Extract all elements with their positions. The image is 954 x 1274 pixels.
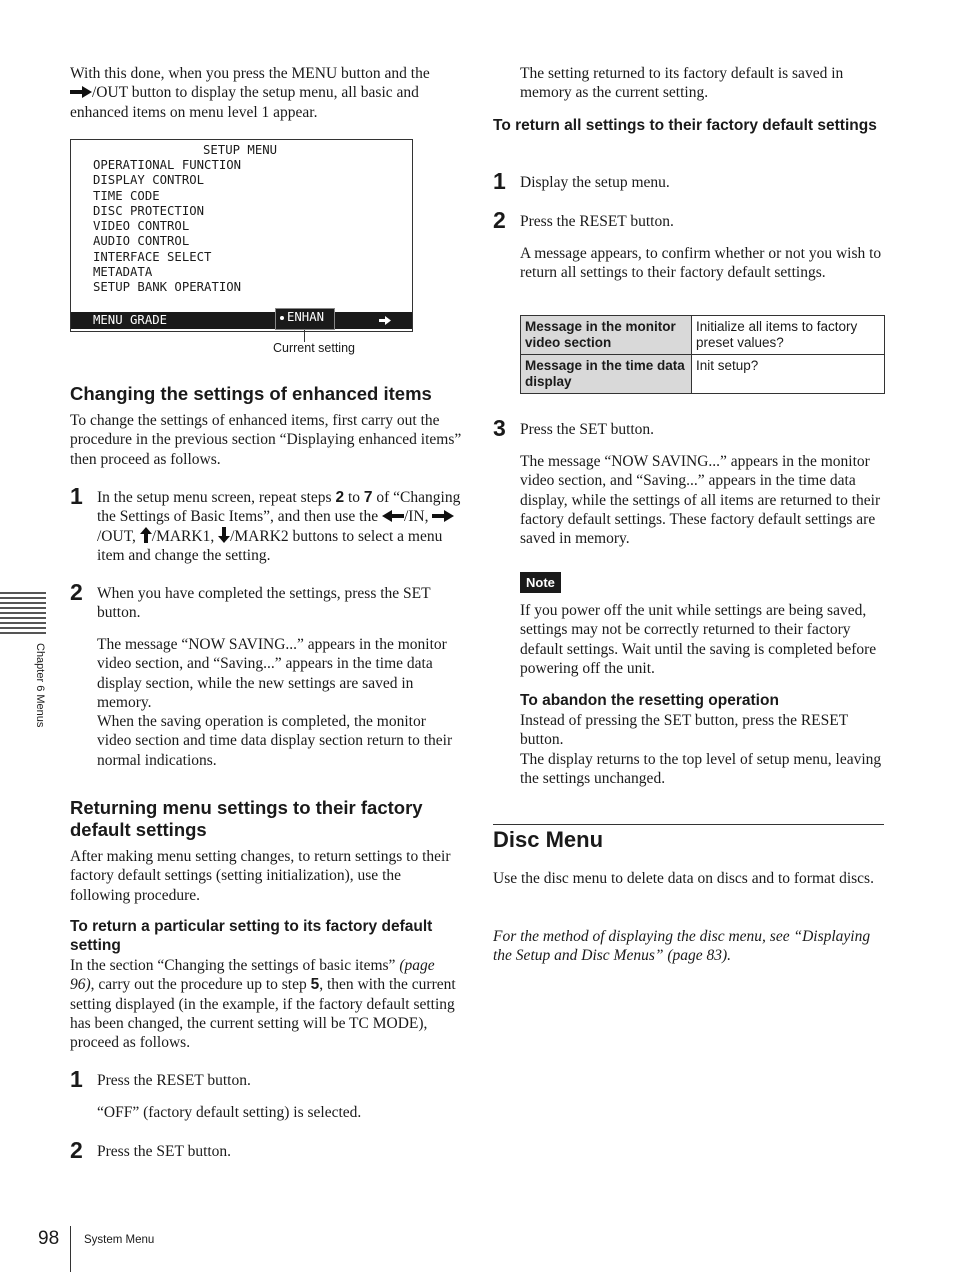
setup-menu-item: DISC PROTECTION <box>93 203 205 218</box>
step-number: 2 <box>70 1137 83 1163</box>
subsection-heading: To abandon the resetting operation <box>520 692 779 709</box>
step-text: Press the SET button. <box>97 1143 232 1160</box>
table-row <box>521 316 885 355</box>
down-arrow-icon <box>218 527 230 543</box>
setup-menu-item: DISPLAY CONTROL <box>93 173 205 188</box>
cross-reference: For the method of displaying the disc menu, see “Displaying the Setup and Disc Menus” (page 83). <box>493 928 871 965</box>
right-arrow-icon <box>432 510 454 522</box>
paragraph: Instead of pressing the SET button, press the RESET button. The display returns to the top level of setup menu, leaving the settings unchanged. <box>520 712 882 787</box>
step-detail: “OFF” (factory default setting) is selected. <box>97 1104 362 1121</box>
section-intro: To change the settings of enhanced items, first carry out the procedure in the previous section “Displaying enhanced items” then proceed as follows. <box>70 412 462 468</box>
menu-grade-label: MENU GRADE <box>93 313 168 327</box>
step-detail: The message “NOW SAVING...” appears in the monitor video section, and “Saving...” appears in the time data display, while the settings of all items are returned to their factory default settings. These factory default settings are saved in memory. <box>520 453 881 548</box>
message-table <box>520 315 885 394</box>
menu-grade-value: ENHAN <box>287 310 325 324</box>
step-text: When you have completed the settings, press the SET button. <box>97 585 431 622</box>
table-cell: Init setup? <box>692 355 885 394</box>
current-setting-callout: Current setting <box>273 341 355 355</box>
step-text: Press the SET button. <box>520 421 655 438</box>
setup-menu-item: INTERFACE SELECT <box>93 249 212 264</box>
table-header-cell: Message in the monitor video section <box>521 316 692 355</box>
bullet-icon <box>280 316 284 320</box>
paragraph: Use the disc menu to delete data on discs and to format discs. <box>493 870 874 887</box>
setup-menu-item: AUDIO CONTROL <box>93 234 190 249</box>
setup-menu-item: SETUP BANK OPERATION <box>93 280 242 295</box>
step-number: 3 <box>493 415 506 441</box>
step-number: 1 <box>70 483 83 509</box>
step-number: 2 <box>493 207 506 233</box>
table-row <box>521 355 885 394</box>
note-text: If you power off the unit while settings are being saved, settings may not be correctly returned to their factory default settings. Wait until the saving is completed before powering off the unit. <box>520 602 877 677</box>
left-arrow-icon <box>382 510 404 522</box>
footer-divider <box>70 1226 71 1272</box>
step-detail: The message “NOW SAVING...” appears in the monitor video section, and “Saving...” appears in the time data display section, while the new settings are saved in memory. When the saving operation is completed, the monitor video section and time data display section return to their normal indications. <box>97 636 453 769</box>
setup-menu-list <box>93 158 241 296</box>
section-heading: Changing the settings of enhanced items <box>70 383 432 404</box>
table-cell: Initialize all items to factory preset values? <box>692 316 885 355</box>
intro-paragraph: With this done, when you press the MENU button and the /OUT button to display the setup menu, all basic and enhanced items on menu level 1 appear. <box>70 65 430 121</box>
up-arrow-icon <box>140 527 152 543</box>
step-number: 2 <box>70 579 83 605</box>
setup-menu-item: TIME CODE <box>93 188 160 203</box>
chapter-label: Chapter 6 Menus <box>34 643 46 728</box>
section-intro: After making menu setting changes, to return settings to their factory default settings (setting initialization), use the following procedure. <box>70 848 451 904</box>
setup-menu-item: METADATA <box>93 265 153 280</box>
setup-menu-item: VIDEO CONTROL <box>93 219 190 234</box>
subsection-heading: To return a particular setting to its factory default setting <box>70 918 433 954</box>
step-text: In the setup menu screen, repeat steps 2 to 7 of “Changing the Settings of Basic Items”, and then use the /IN, /OUT, /MARK1, /MARK2 buttons to select a menu item and change the setting. <box>97 489 461 564</box>
disc-menu-heading: Disc Menu <box>493 827 604 852</box>
step-detail: A message appears, to confirm whether or not you wish to return all settings to their factory default settings. <box>520 245 882 282</box>
right-arrow-icon <box>379 316 391 325</box>
subsection-heading: To return all settings to their factory default settings <box>493 117 877 134</box>
step-number: 1 <box>70 1066 83 1092</box>
note-badge: Note <box>520 572 561 593</box>
menu-grade-bar <box>71 312 412 329</box>
step-text: Display the setup menu. <box>520 174 670 191</box>
right-arrow-icon <box>70 86 92 98</box>
step-text: Press the RESET button. <box>520 213 674 230</box>
setup-menu-title: SETUP MENU <box>203 143 278 157</box>
subsection-text: In the section “Changing the settings of basic items” (page 96), carry out the procedure up to step 5, then with the current setting displayed (in the example, if the factory default setting has been changed, the current setting will be TC MODE), proceed as follows. <box>70 957 456 1052</box>
section-rule <box>493 824 884 825</box>
current-setting-box <box>275 308 335 330</box>
step-text: Press the RESET button. <box>97 1072 251 1089</box>
table-header-cell: Message in the time data display <box>521 355 692 394</box>
step-number: 1 <box>493 168 506 194</box>
paragraph: The setting returned to its factory default is saved in memory as the current setting. <box>520 65 844 102</box>
page-number: 98 <box>38 1228 60 1249</box>
footer-section: System Menu <box>84 1234 155 1246</box>
setup-menu-screen <box>70 139 413 332</box>
setup-menu-item: OPERATIONAL FUNCTION <box>93 158 242 172</box>
section-heading: Returning menu settings to their factory default settings <box>70 797 423 840</box>
